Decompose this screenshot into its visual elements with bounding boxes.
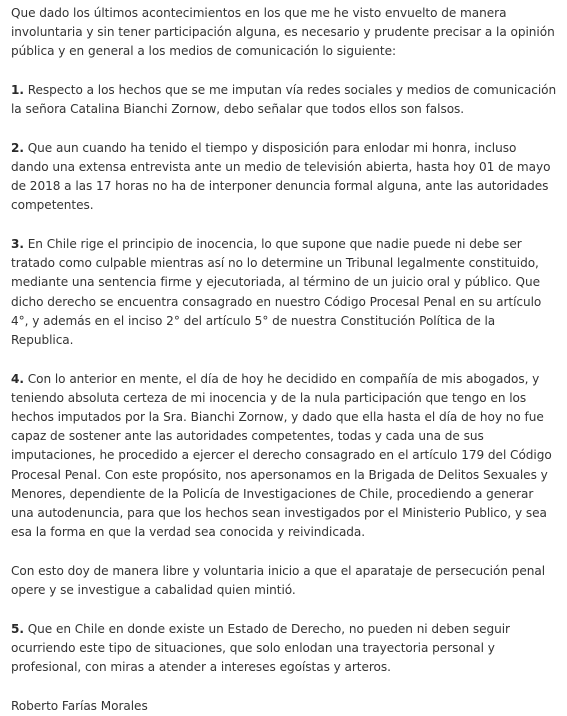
point-3-paragraph [11, 235, 557, 350]
closing-statement-paragraph: Con esto doy de manera libre y voluntaria inicio a que el aparataje de persecución penal opere y se investigue a cabalidad quien mintió. [11, 563, 546, 598]
point-5-number: 5. [11, 621, 24, 636]
point-1-paragraph [11, 81, 557, 119]
point-5-paragraph [11, 620, 557, 678]
signature: Roberto Farías Morales [11, 698, 148, 713]
point-3-text: En Chile rige el principio de inocencia, lo que supone que nadie puede ni debe ser tratado como culpable mientras así no lo determine un Tribunal legalmente constituido, mediante una sentencia firme y ejecutoriada, al término de un juicio oral y público. Que dicho derecho se encuentra consagrado en nuestro Código Procesal Penal en su artículo 4°, y además en el inciso 2° del artículo 5° de nuestra Constitución Política de la Republica. [11, 237, 542, 348]
point-5-text: Que en Chile en donde existe un Estado de Derecho, no pueden ni deben seguir ocurriendo este tipo de situaciones, que solo enlodan una trayectoria personal y profesional, con miras a atender a intereses egoístas y arteros. [11, 621, 510, 675]
point-2-paragraph [11, 139, 557, 216]
point-1-text: Respecto a los hechos que se me imputan vía redes sociales y medios de comunicación la señora Catalina Bianchi Zornow, debo señalar que todos ellos son falsos. [11, 83, 557, 117]
point-2-text: Que aun cuando ha tenido el tiempo y disposición para enlodar mi honra, incluso dando una extensa entrevista ante un medio de televisión abierta, hasta hoy 01 de mayo de 2018 a las 17 horas no ha de interponer denuncia formal alguna, ante las autoridades competentes. [11, 140, 551, 213]
intro-paragraph: Que dado los últimos acontecimientos en los que me he visto envuelto de manera involuntaria y sin tener participación alguna, es necesario y prudente precisar a la opinión pública y en general a los medios de comunicación lo siguiente: [11, 6, 555, 59]
point-3-number: 3. [11, 237, 24, 251]
point-4-text: Con lo anterior en mente, el día de hoy he decidido en compañía de mis abogados, y teniendo absoluta certeza de mi inocencia y de la nula participación que tengo en los hechos imputados por la Sra. Bianchi Zornow, y dado que ella hasta el día de hoy no fue capaz de sostener ante las autoridades competentes, todas y cada una de sus imputaciones, he procedido a ejercer el derecho consagrado en el artículo 179 del Código Procesal Penal. Con este propósito, nos apersonamos en la Brigada de Delitos Sexuales y Menores, dependiente de la Policía de Investigaciones de Chile, procediendo a generar una autodenuncia, para que los hechos sean investigados por el Ministerio Publico, y sea esa la forma en que la verdad sea conocida y reivindicada. [11, 371, 552, 540]
point-1-number: 1. [11, 83, 24, 97]
point-4-number: 4. [11, 371, 24, 386]
point-4-paragraph [11, 370, 557, 543]
point-2-number: 2. [11, 140, 24, 155]
